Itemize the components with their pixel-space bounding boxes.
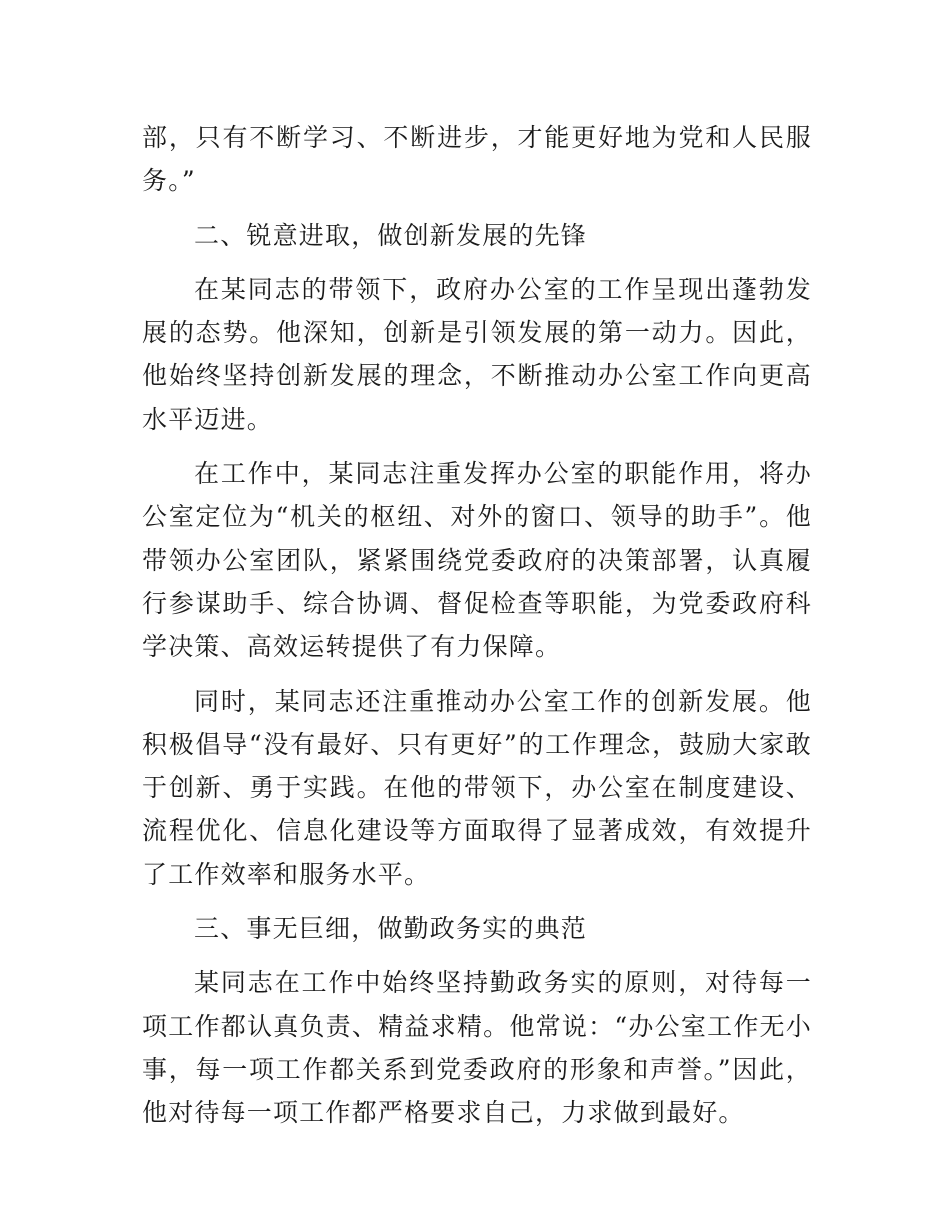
paragraph: 同时，某同志还注重推动办公室工作的创新发展。他积极倡导“没有最好、只有更好”的工作理念，鼓励大家敢于创新、勇于实践。在他的带领下，办公室在制度建设、流程优化、信息化建设等方面取得了显著成效，有效提升了工作效率和服务水平。 [142,686,812,889]
paragraph: 某同志在工作中始终坚持勤政务实的原则，对待每一项工作都认真负责、精益求精。他常说：“办公室工作无小事，每一项工作都关系到党委政府的形象和声誉。”因此，他对待每一项工作都严格要求自己，力求做到最好。 [142,968,812,1128]
section-heading-3: 三、事无巨细，做勤政务实的典范 [194,914,588,944]
section-heading-2: 二、锐意进取，做创新发展的先锋 [194,220,588,250]
document-body [142,116,812,1146]
paragraph: 在某同志的带领下，政府办公室的工作呈现出蓬勃发展的态势。他深知，创新是引领发展的第一动力。因此，他始终坚持创新发展的理念，不断推动办公室工作向更高水平迈进。 [142,274,812,434]
paragraph: 在工作中，某同志注重发挥办公室的职能作用，将办公室定位为“机关的枢纽、对外的窗口、领导的助手”。他带领办公室团队，紧紧围绕党委政府的决策部署，认真履行参谋助手、综合协调、督促检查等职能，为党委政府科学决策、高效运转提供了有力保障。 [142,459,812,662]
paragraph-continuation: 部，只有不断学习、不断进步，才能更好地为党和人民服务。” [142,123,812,196]
